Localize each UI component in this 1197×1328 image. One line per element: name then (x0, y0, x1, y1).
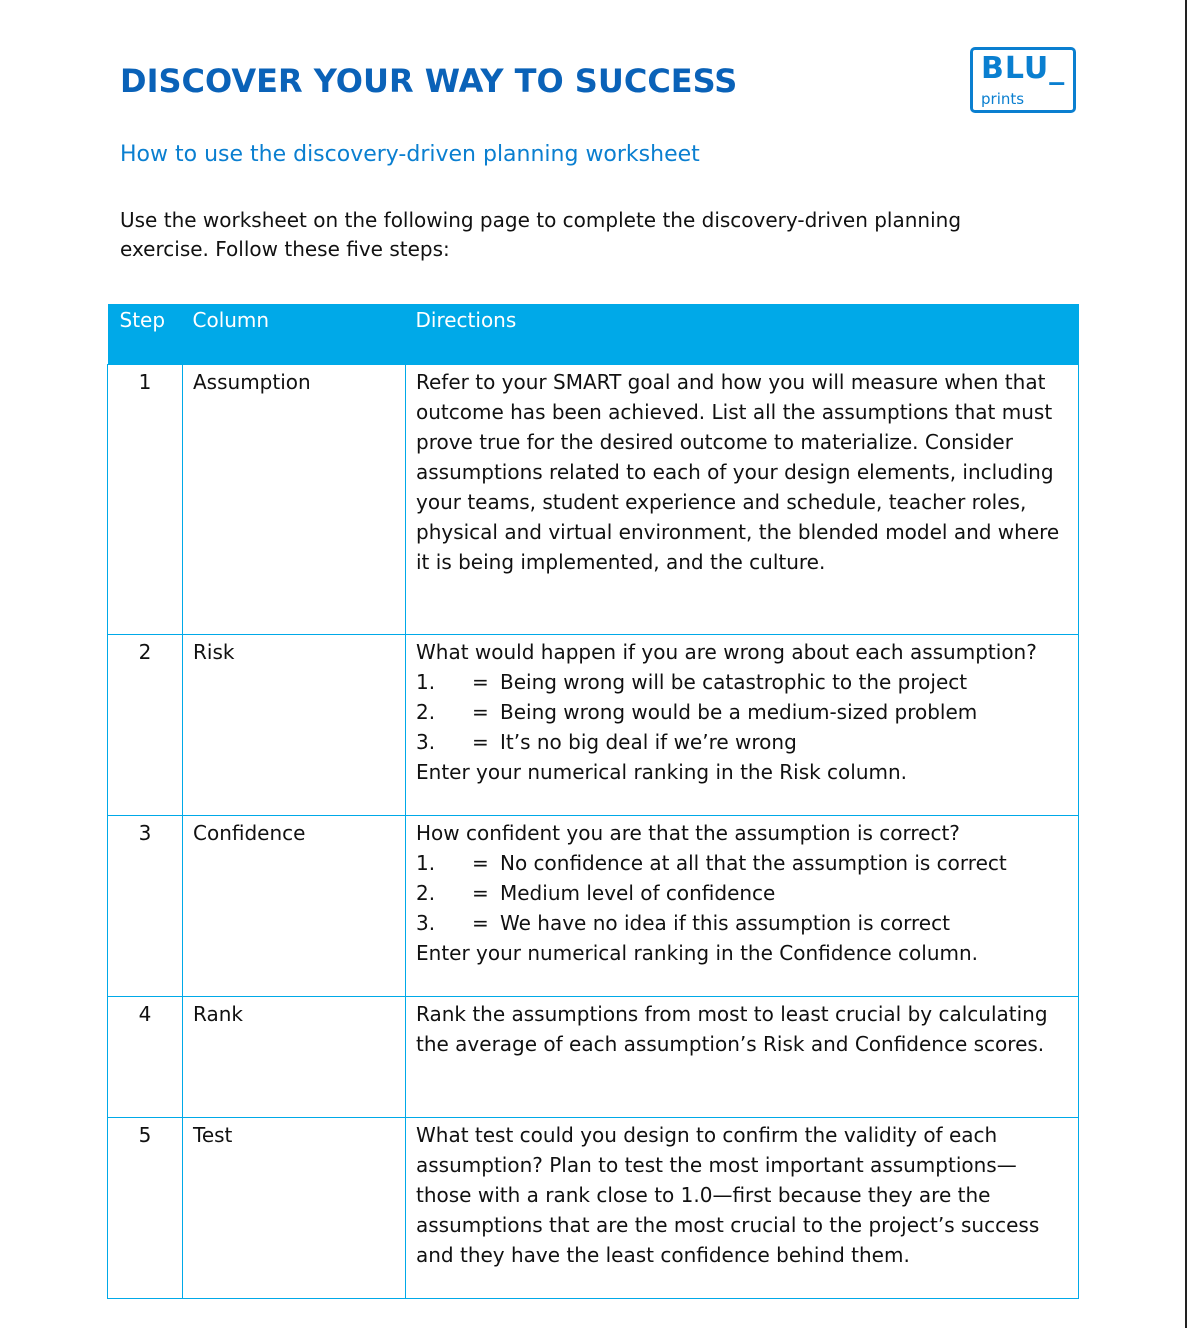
header-directions: Directions (406, 304, 1079, 365)
step-number: 3 (108, 816, 183, 997)
directions-footer: Enter your numerical ranking in the Confidence column. (416, 941, 979, 965)
column-name: Assumption (183, 365, 406, 635)
page-title: DISCOVER YOUR WAY TO SUCCESS (120, 62, 738, 100)
directions-cell (406, 816, 1079, 997)
list-item (416, 697, 1068, 727)
list-text: It’s no big deal if we’re wrong (500, 730, 797, 754)
list-number: 3. (416, 730, 436, 754)
step-number: 4 (108, 997, 183, 1118)
list-text: Being wrong will be catastrophic to the project (500, 670, 968, 694)
header-step: Step (108, 304, 183, 365)
directions-cell (406, 635, 1079, 816)
directions-footer: Enter your numerical ranking in the Risk column. (416, 760, 908, 784)
directions-text: What would happen if you are wrong about each assumption? (416, 640, 1037, 664)
column-name: Confidence (183, 816, 406, 997)
step-number: 2 (108, 635, 183, 816)
list-number: 3. (416, 911, 436, 935)
table-row (108, 816, 1079, 997)
blueprints-logo (970, 47, 1076, 113)
equals-sign: = (472, 730, 489, 754)
list-number: 1. (416, 851, 436, 875)
list-number: 2. (416, 700, 436, 724)
equals-sign: = (472, 851, 489, 875)
directions-text: How confident you are that the assumption is correct? (416, 821, 960, 845)
list-item (416, 667, 1068, 697)
directions-text: Refer to your SMART goal and how you will measure when that outcome has been achieved. List all the assumptions that must prove true for the desired outcome to materialize. Consider assumptions related to each of your design elements, including your teams, student experience and schedule, teacher roles, physical and virtual environment, the blended model and where it is being implemented, and the culture. (406, 365, 1079, 635)
list-item (416, 727, 1068, 757)
list-item (416, 878, 1068, 908)
table-row (108, 997, 1079, 1118)
steps-table (107, 304, 1079, 1299)
column-name: Rank (183, 997, 406, 1118)
equals-sign: = (472, 700, 489, 724)
page-edge-divider (1185, 0, 1187, 1328)
list-text: We have no idea if this assumption is correct (500, 911, 950, 935)
list-item (416, 848, 1068, 878)
list-text: No confidence at all that the assumption is correct (500, 851, 1007, 875)
page-subtitle: How to use the discovery-driven planning worksheet (120, 142, 700, 167)
table-row (108, 635, 1079, 816)
column-name: Risk (183, 635, 406, 816)
column-name: Test (183, 1118, 406, 1299)
directions-text: What test could you design to confirm the validity of each assumption? Plan to test the most important assumptions—those with a rank close to 1.0—first because they are the assumptions that are the most crucial to the project’s success and they have the least confidence behind them. (406, 1118, 1079, 1299)
equals-sign: = (472, 881, 489, 905)
table-header-row (108, 304, 1079, 365)
header-column: Column (183, 304, 406, 365)
logo-subtext: prints (981, 90, 1025, 108)
logo-wordmark: BLU_ (981, 51, 1066, 86)
list-text: Being wrong would be a medium-sized problem (500, 700, 978, 724)
list-number: 1. (416, 670, 436, 694)
equals-sign: = (472, 911, 489, 935)
table-row (108, 365, 1079, 635)
list-number: 2. (416, 881, 436, 905)
table-row (108, 1118, 1079, 1299)
intro-paragraph: Use the worksheet on the following page to complete the discovery-driven planning exercise. Follow these five steps: (120, 208, 962, 261)
step-number: 5 (108, 1118, 183, 1299)
directions-text: Rank the assumptions from most to least crucial by calculating the average of each assumption’s Risk and Confidence scores. (406, 997, 1079, 1118)
list-item (416, 908, 1068, 938)
equals-sign: = (472, 670, 489, 694)
step-number: 1 (108, 365, 183, 635)
list-text: Medium level of confidence (500, 881, 776, 905)
